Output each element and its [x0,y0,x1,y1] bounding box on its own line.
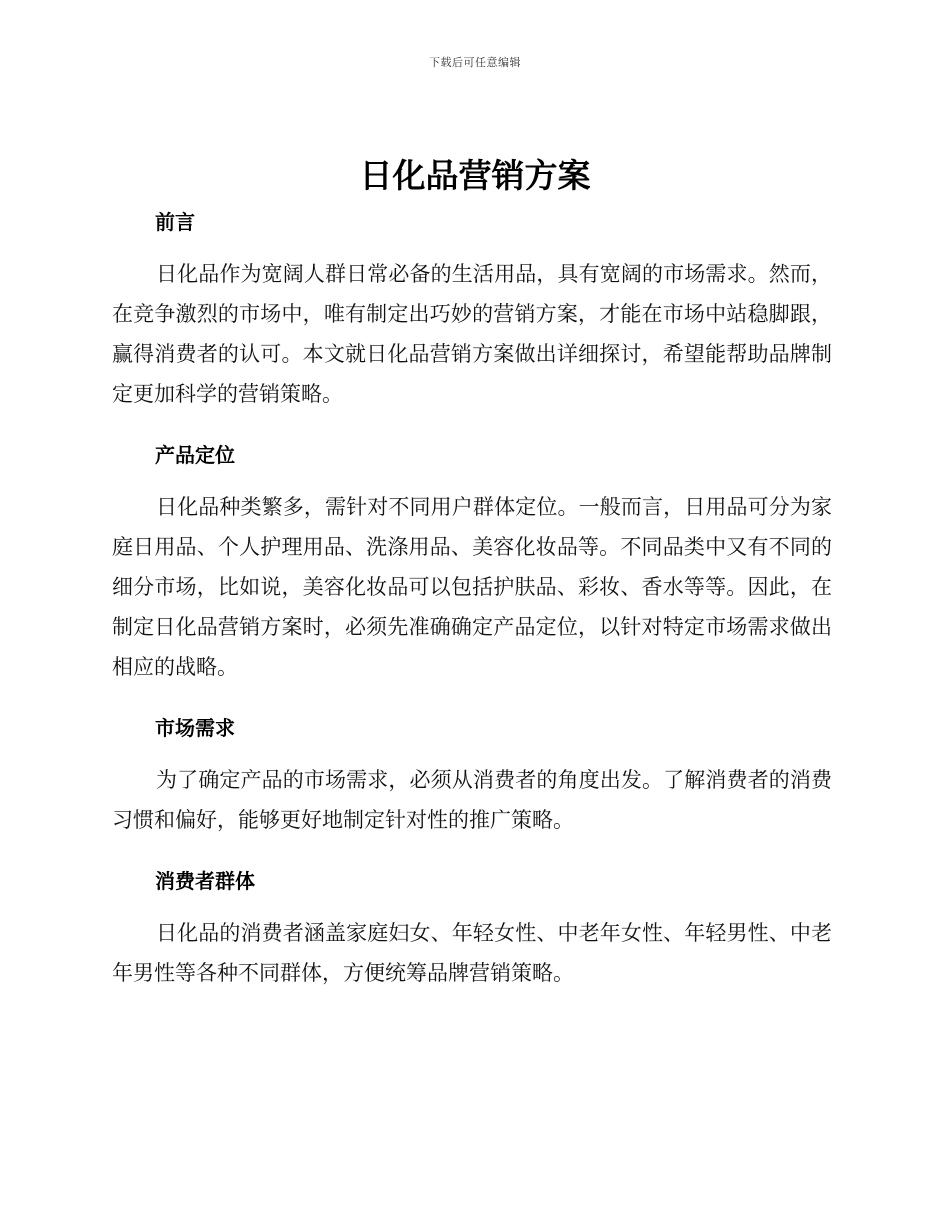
section-paragraph: 日化品的消费者涵盖家庭妇女、年轻女性、中老年女性、年轻男性、中老年男性等各种不同群体，方便统筹品牌营销策略。 [112,921,832,985]
section-paragraph: 日化品种类繁多，需针对不同用户群体定位。一般而言，日用品可分为家庭日用品、个人护理用品、洗涤用品、美容化妆品等。不同品类中又有不同的细分市场，比如说，美容化妆品可以包括护肤品、彩妆、香水等等。因此，在制定日化品营销方案时，必须先准确确定产品定位，以针对特定市场需求做出相应的战略。 [112,495,832,679]
section-heading: 产品定位 [155,443,235,467]
header-note: 下载后可任意编辑 [429,56,521,69]
section-heading: 市场需求 [155,716,235,740]
section-preface [112,202,832,435]
section-paragraph: 为了确定产品的市场需求，必须从消费者的角度出发。了解消费者的消费习惯和偏好，能够更好地制定针对性的推广策略。 [112,768,832,832]
document-body [112,202,832,993]
section-market-demand [112,708,832,861]
section-product-positioning [112,435,832,708]
section-paragraph: 日化品作为宽阔人群日常必备的生活用品，具有宽阔的市场需求。然而，在竞争激烈的市场中，唯有制定出巧妙的营销方案，才能在市场中站稳脚跟，赢得消费者的认可。本文就日化品营销方案做出详细探讨，希望能帮助品牌制定更加科学的营销策略。 [112,262,832,406]
section-consumer-groups [112,861,832,993]
section-heading: 消费者群体 [155,869,255,893]
section-heading: 前言 [155,210,195,234]
document-title: 日化品营销方案 [359,156,591,195]
